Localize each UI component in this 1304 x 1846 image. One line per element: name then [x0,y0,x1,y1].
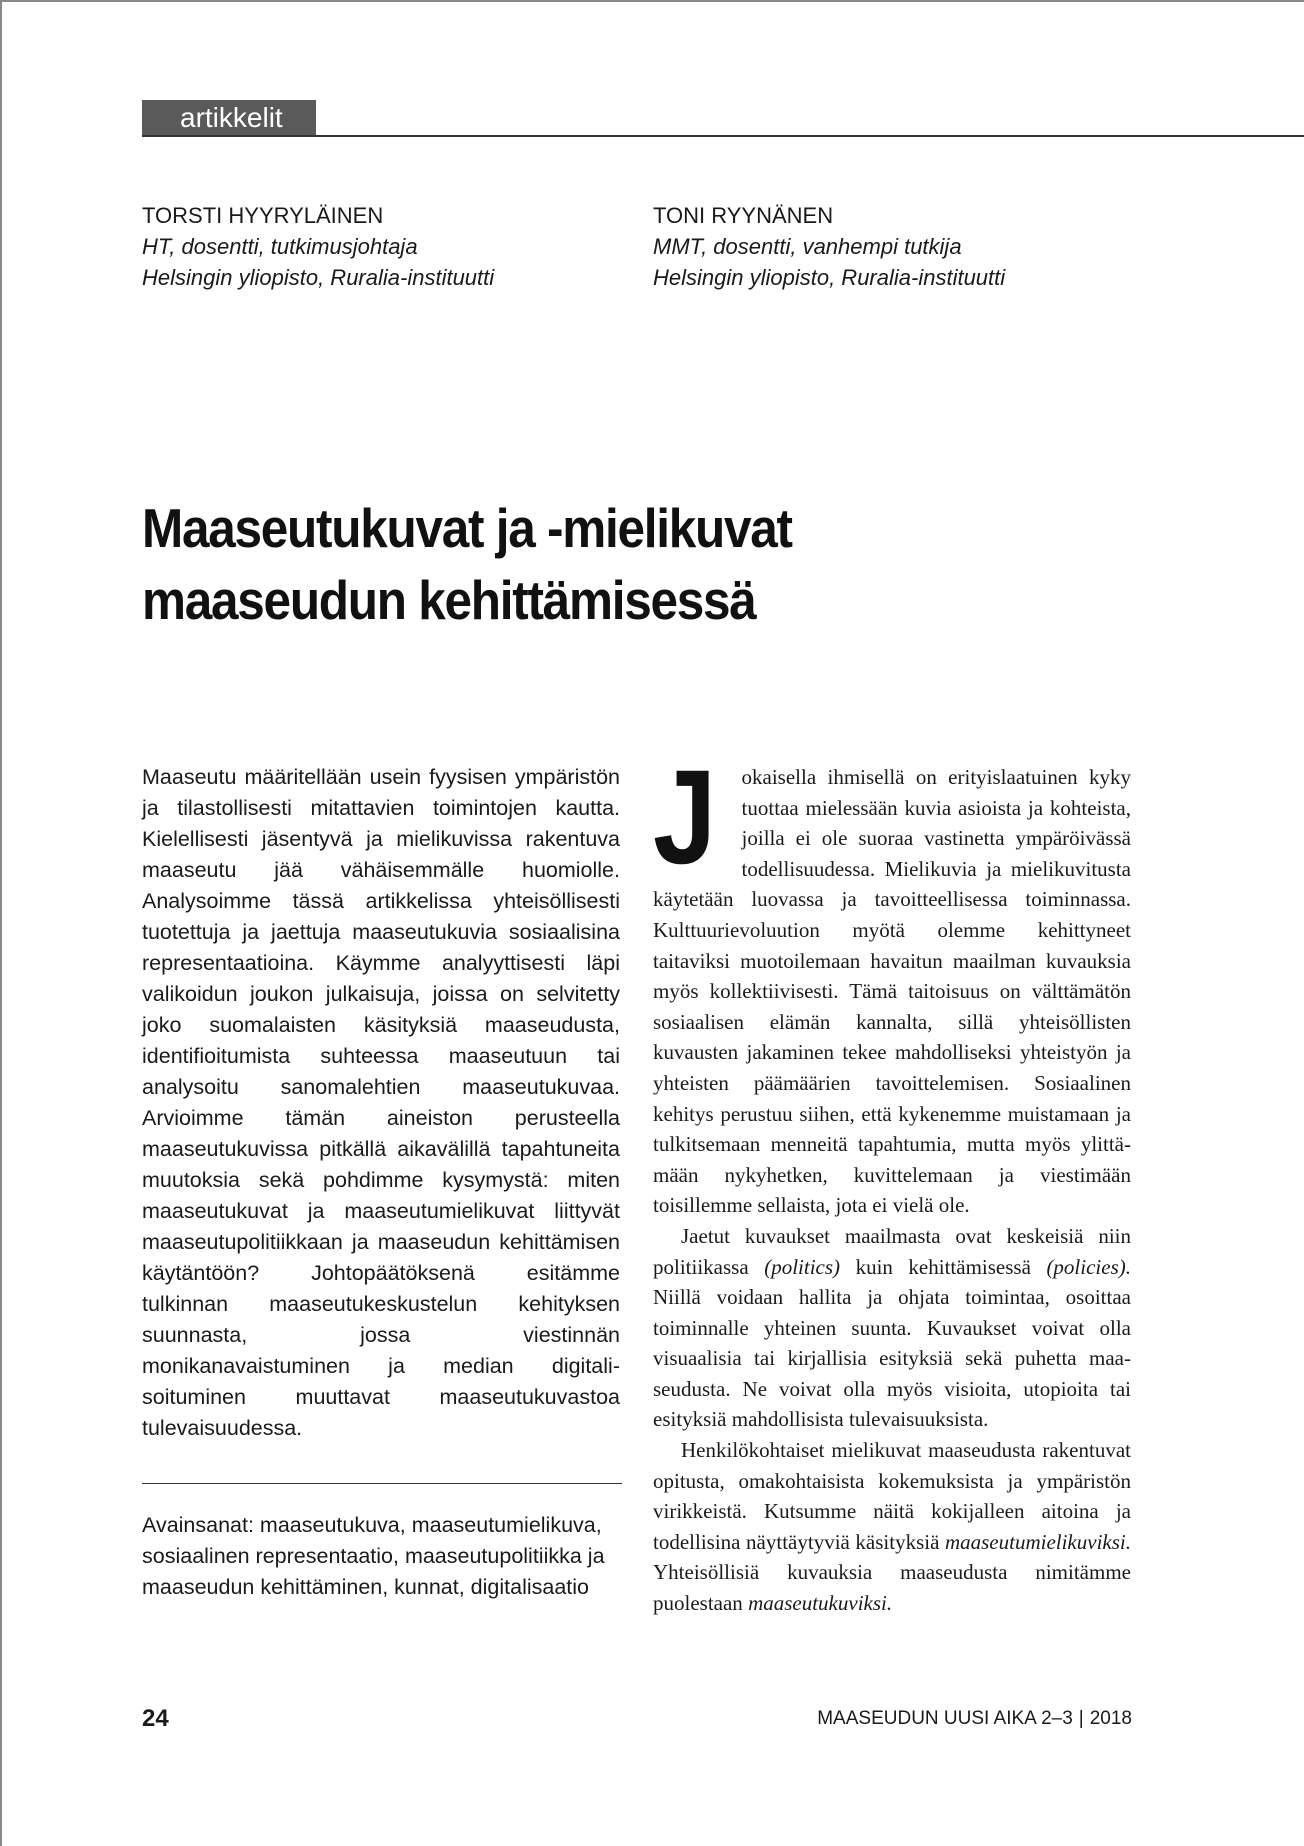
journal-footer [817,1708,1132,1730]
abstract-divider [142,1483,622,1484]
abstract: Maaseutu määritellään usein fyysisen ympäristön ja tilastollisesti mitattavien toimintojen kautta. Kielellisesti jäsentyvä ja mielikuvissa rakentuva maaseutu jää vähäisemmälle huomiolle. Analysoimme tässä artikkelissa yhteisöllisesti tuotettuja ja jaettuja maaseutukuvia sosiaalisina representaatioina. Käymme analyyttisesti läpi valikoidun joukon julkaisuja, joissa on selvitetty joko suomalaisten käsityksiä maaseudusta, identifioitumista suhteessa maaseutuun tai analysoitu sanomalehtien maaseutukuvaa. Arvioimme tämän aineiston perusteella maaseutukuvissa pitkällä aikavälillä tapahtuneita muutoksia sekä pohdimme kysymystä: miten maaseutukuvat ja maaseutumielikuvat liittyvät maaseutupolitiikkaan ja maaseudun kehittämisen käytäntöön? Johtopäätöksenä esitämme tulkinnan maaseutukeskustelun kehityksen suunnasta, jossa viestinnän monikanavaistuminen ja median digitalisoituminen muuttavat maaseutukuvastoa tulevaisuudessa. [142,765,620,1440]
paragraph-text: Henkilökohtaiset mielikuvat maaseudusta rakentuvat opitusta, omakohtaisista kokemuksista ja ympäristön virikkeistä. Kutsumme näitä kokijalleen aitoina ja todellisina näyttäytyviä käsityksiä [653,1438,1131,1554]
body-column [653,743,1131,1619]
keywords: Avainsanat: maaseutukuva, maaseutumielikuva, sosiaalinen representaatio, maaseutupolitiikka ja maaseudun kehittäminen, kunnat, digitalisaatio [142,1513,605,1599]
journal-name: MAASEUDUN UUSI AIKA [817,1708,1036,1729]
page-number: 24 [142,1705,169,1732]
emphasis-text: (politics) [764,1254,841,1279]
author-block-1 [142,200,494,293]
body-paragraph-2 [653,1221,1131,1435]
page-border-top [0,0,1304,2]
author-affiliation: Helsingin yliopisto, Ruralia-instituutti [653,265,1006,290]
paragraph-text: Jaetut kuvaukset maailmasta ovat keskeisiä niin politiikassa [653,1223,1131,1279]
paragraph-text: Niillä voidaan hallita ja ohjata toimintaa, osoittaa toiminnalle yhteinen suunta. Kuvaukset voivat olla visuaalisia tai kirjallisia esityksiä sekä puhetta maaseudusta. Ne voivat olla myös visioita, utopioita tai esityksiä mahdollisista tulevaisuuksista. [653,1285,1131,1432]
emphasis-text: (policies). [1046,1254,1131,1279]
author-affiliation: Helsingin yliopisto, Ruralia-instituutti [142,265,495,290]
paragraph-text: okaisella ihmisellä on erityislaatuinen kyky tuottaa mielessään kuvia asioista ja kohteista, joilla ei ole suoraa vastinetta ympäröivässä todellisuudessa. Mielikuvia ja mielikuvitusta käytetään luovassa ja tavoitteellisessa toiminnassa. Kulttuurievoluution myötä olemme kehittyneet taitaviksi muotoilemaan havaitun maailman kuvauksia myös kollektiivisesti. Tämä taitoisuus on välttämätön sosiaalisen elämän kannalta, sillä yhteisöllisten kuvausten jakaminen tekee mahdolliseksi yhteistyön ja yhteisten päämäärien tavoittelemisen. Sosiaalinen kehitys perustuu siihen, että kykenemme muistamaan ja tulkitsemaan menneitä tapahtumia, mutta myös ylittämään nykyhetken, kuvittelemaan ja viestimään toisillemme sellaista, jota ei vielä ole. [653,765,1131,1218]
author-block-2 [653,200,1005,293]
author-role: MMT, dosentti, vanhempi tutkija [653,234,962,259]
journal-year: 2018 [1089,1708,1132,1729]
emphasis-text: maaseutukuviksi. [748,1591,893,1616]
page-border-left [0,0,2,1846]
body-paragraph-3 [653,1435,1131,1619]
journal-issue: 2–3 [1041,1708,1073,1729]
author-role: HT, dosentti, tutkimusjohtaja [142,234,418,259]
section-rule [142,135,1304,137]
drop-cap: J [653,743,717,892]
body-paragraph-1 [653,743,1131,1221]
author-name: TONI RYYNÄNEN [653,203,834,228]
author-name: TORSTI HYYRYLÄINEN [142,203,384,228]
footer-separator: | [1078,1708,1084,1729]
section-label: artikkelit [142,100,316,136]
paragraph-text: Yhteisöllisiä kuvauksia maaseudusta nimitämme puolestaan [653,1560,1131,1616]
article-title: Maaseutukuvat ja -mielikuvat maaseudun kehittämisessä [142,497,792,631]
paragraph-text: kuin kehittämisessä [840,1254,1047,1279]
emphasis-text: maaseutumielikuviksi. [944,1529,1131,1554]
